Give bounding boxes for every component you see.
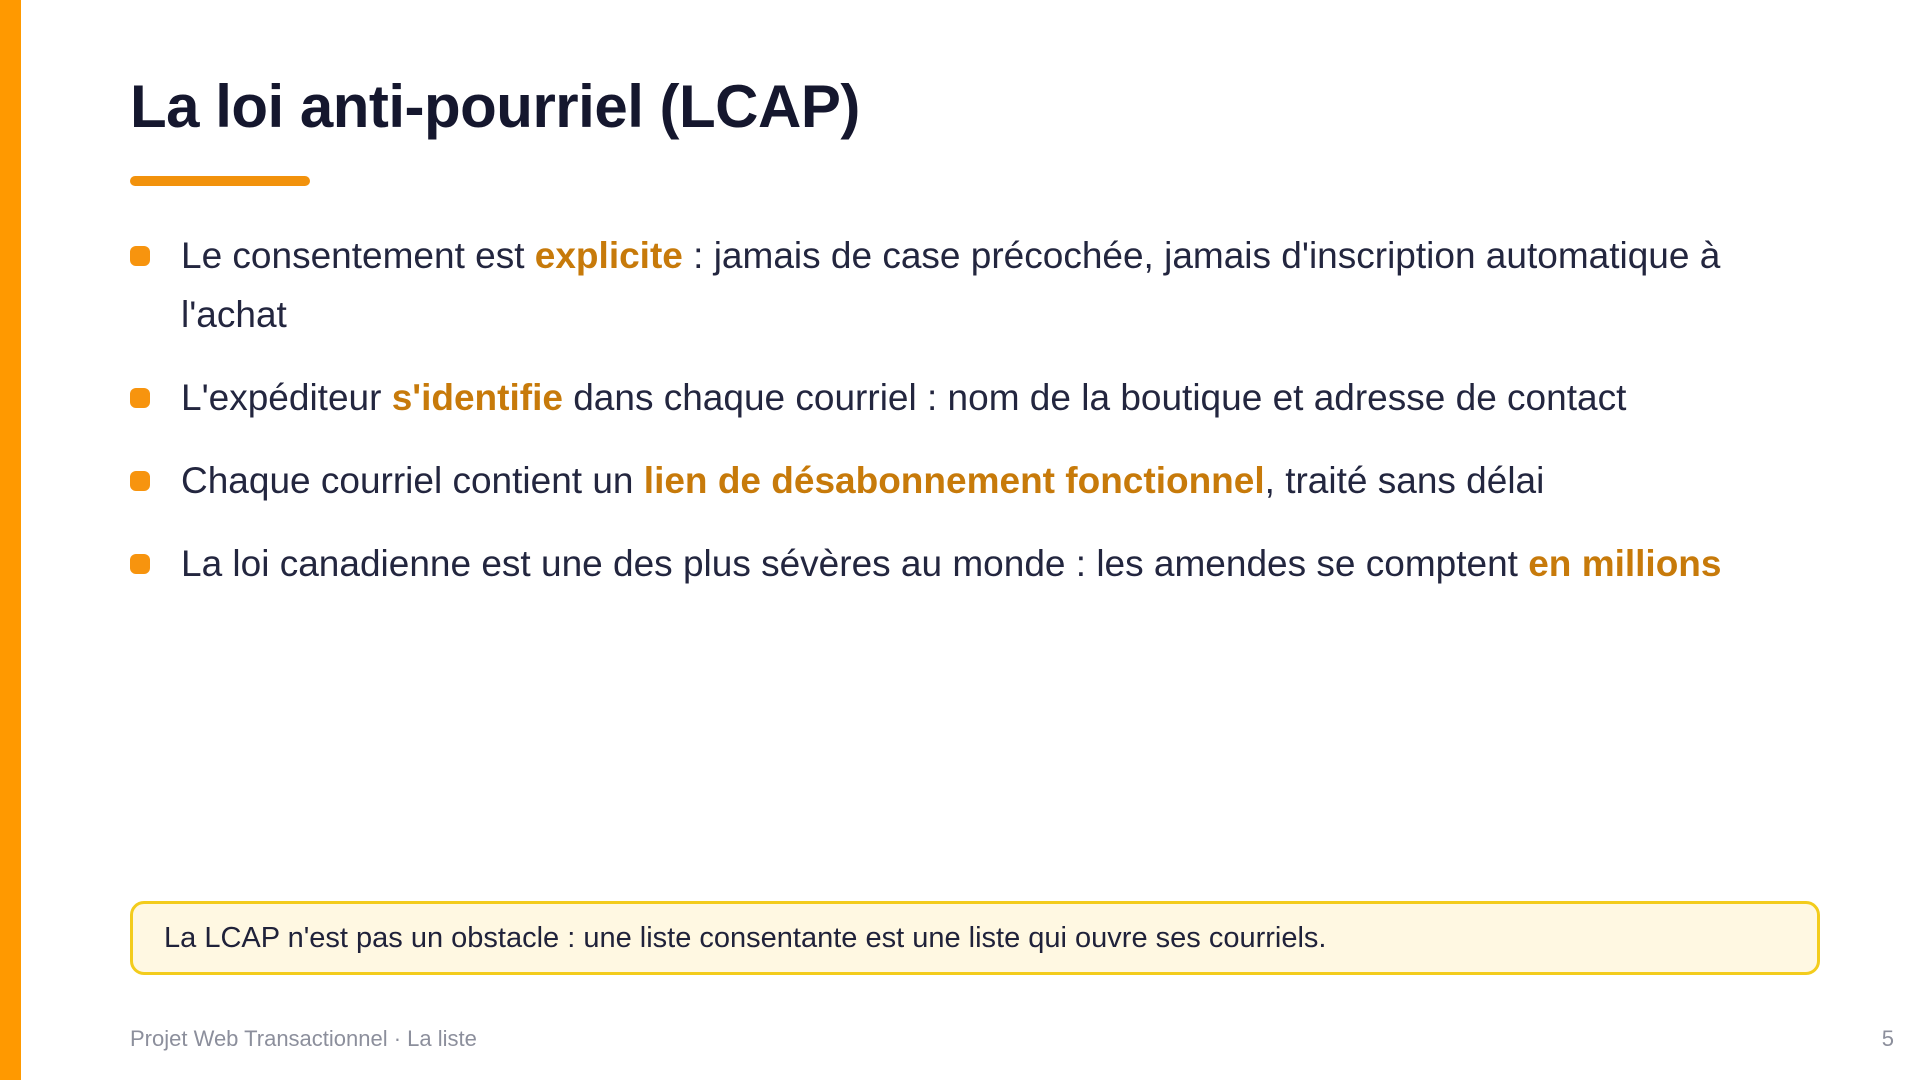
slide-title: La loi anti-pourriel (LCAP): [130, 73, 860, 140]
bullet-item-consent: [130, 226, 1830, 344]
bullet-marker: [130, 554, 150, 574]
bullet-text-before: La loi canadienne est une des plus sévères au monde : les amendes se comptent: [181, 543, 1529, 584]
bullet-text-before: Chaque courriel contient un: [181, 460, 644, 501]
bullet-marker: [130, 471, 150, 491]
footer-caption: Projet Web Transactionnel · La liste: [130, 1026, 477, 1051]
bullet-item-fines: [130, 534, 1830, 593]
bullet-highlight: s'identifie: [391, 377, 563, 418]
page-number: 5: [1881, 1026, 1894, 1051]
bullet-item-unsubscribe: [130, 451, 1830, 510]
bullet-text-after: , traité sans délai: [1264, 460, 1545, 501]
bullet-text-before: Le consentement est: [181, 235, 535, 276]
bullet-marker: [130, 246, 150, 266]
bullet-list: [130, 226, 1830, 617]
bullet-marker: [130, 388, 150, 408]
left-accent-bar: [0, 0, 21, 1080]
callout-note: [130, 901, 1820, 975]
bullet-highlight: en millions: [1528, 543, 1722, 584]
title-underline: [130, 176, 310, 186]
bullet-item-sender: [130, 368, 1830, 427]
bullet-text-after: : jamais de case précochée, jamais d'inscription automatique à l'achat: [181, 235, 1721, 335]
bullet-highlight: explicite: [534, 235, 683, 276]
bullet-highlight: lien de désabonnement fonctionnel: [643, 460, 1265, 501]
bullet-text-before: L'expéditeur: [181, 377, 392, 418]
callout-note-text: La LCAP n'est pas un obstacle : une liste consentante est une liste qui ouvre ses courriels.: [164, 921, 1327, 954]
bullet-text-after: dans chaque courriel : nom de la boutique et adresse de contact: [562, 377, 1627, 418]
